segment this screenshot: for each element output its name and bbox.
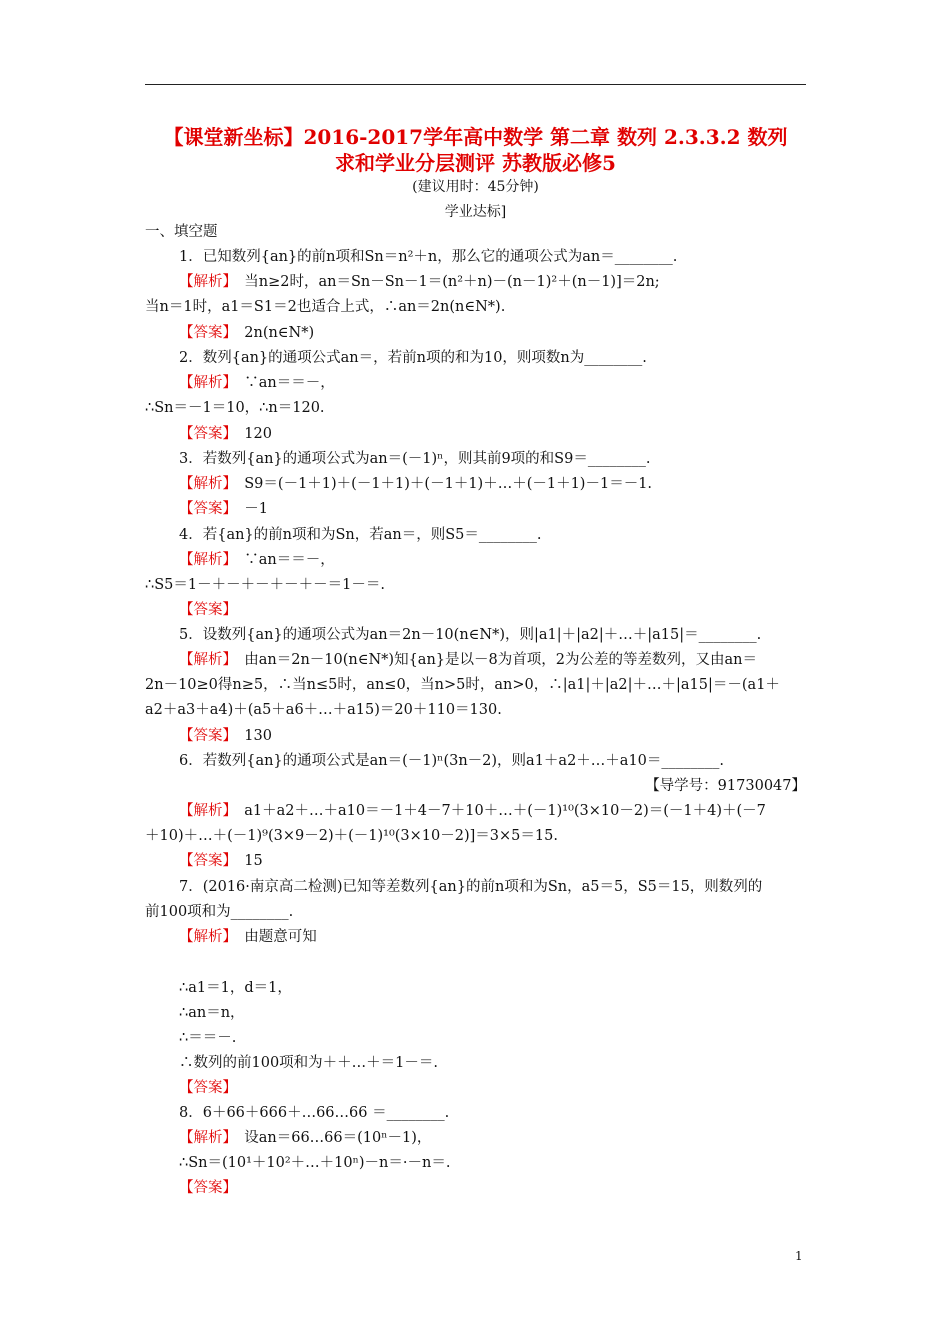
line-text: －1 (229, 501, 268, 517)
line-tag: 【答案】 (179, 728, 230, 744)
line-text: ∴Sn＝－1＝10，∴n＝120. (145, 400, 325, 416)
labeled-line (145, 1178, 840, 1198)
text-line (145, 449, 840, 469)
text-line (145, 826, 806, 846)
guide-number: 【导学号：91730047】 (645, 778, 806, 794)
labeled-line (145, 650, 840, 670)
line-tag: 【答案】 (179, 426, 230, 442)
text-line (145, 751, 840, 771)
text-line (145, 675, 806, 695)
header-rule (145, 84, 806, 85)
text-line (145, 247, 840, 267)
title-line-1: 【课堂新坐标】2016-2017学年高中数学 第二章 数列 2.3.3.2 数列 (163, 125, 788, 149)
text-line (145, 297, 806, 317)
labeled-line (145, 1078, 840, 1098)
line-text: ∵an＝＝－， (229, 552, 335, 568)
section-heading: 学业达标] (444, 204, 507, 220)
line-tag: 【解析】 (179, 652, 230, 668)
labeled-line (145, 600, 840, 620)
labeled-line (145, 550, 840, 570)
line-tag: 【解析】 (179, 803, 230, 819)
line-text: 6．若数列{an}的通项公式是an＝(－1)ⁿ(3n－2)，则a1＋a2＋…＋a10＝________. (179, 753, 725, 769)
line-text: 3．若数列{an}的通项公式为an＝(－1)ⁿ，则其前9项的和S9＝________. (179, 451, 651, 467)
labeled-line (145, 927, 840, 947)
text-line (145, 525, 840, 545)
line-tag: 【解析】 (179, 476, 230, 492)
text-line (145, 877, 840, 897)
line-text: 7．(2016·南京高二检测)已知等差数列{an}的前n项和为Sn，a5＝5，S5＝15，则数列的 (179, 879, 763, 895)
line-tag: 【解析】 (179, 552, 230, 568)
text-line (145, 398, 806, 418)
text-line (145, 1053, 840, 1073)
line-tag: 【解析】 (179, 375, 230, 391)
line-tag: 【答案】 (179, 602, 237, 618)
line-text: ∴数列的前100项和为＋＋…＋＝1－＝. (179, 1055, 439, 1071)
text-line (145, 222, 806, 242)
line-text: S9＝(－1＋1)＋(－1＋1)＋(－1＋1)＋…＋(－1＋1)－1＝－1. (229, 476, 653, 492)
line-text: 2．数列{an}的通项公式an＝，若前n项的和为10，则项数n为________. (179, 350, 647, 366)
line-text: 2n(n∈N*) (229, 325, 315, 341)
text-line (145, 902, 806, 922)
labeled-line (145, 272, 840, 292)
suggested-time: (建议用时：45分钟) (412, 179, 539, 195)
line-text: ∵an＝＝－， (229, 375, 335, 391)
line-text: 130 (229, 728, 272, 744)
line-text: ∴an＝n， (179, 1005, 245, 1021)
line-text: a2＋a3＋a4)＋(a5＋a6＋…＋a15)＝20＋110＝130. (145, 702, 502, 718)
line-text: 2n－10≥0得n≥5，∴当n≤5时，an≤0，当n>5时，an>0，∴|a1|＋|a2|＋…＋|a15|＝－(a1＋ (145, 677, 780, 693)
text-line (145, 1003, 840, 1023)
line-text: 当n≥2时，an＝Sn－Sn－1＝(n²＋n)－(n－1)²＋(n－1)]＝2n; (229, 274, 660, 290)
line-text: 设an＝66…66＝(10ⁿ－1)， (229, 1130, 432, 1146)
labeled-line (145, 1128, 840, 1148)
text-line (145, 1103, 840, 1123)
line-tag: 【答案】 (179, 1080, 237, 1096)
line-text: 前100项和为________. (145, 904, 294, 920)
labeled-line (145, 424, 840, 444)
line-tag: 【答案】 (179, 853, 230, 869)
labeled-line (145, 499, 840, 519)
labeled-line (145, 851, 840, 871)
text-line (145, 625, 840, 645)
line-text: 15 (229, 853, 263, 869)
line-text: ∴Sn＝(10¹＋10²＋…＋10ⁿ)－n＝·－n＝. (179, 1155, 451, 1171)
line-text: ＋10)＋…＋(－1)⁹(3×9－2)＋(－1)¹⁰(3×10－2)]＝3×5＝15. (145, 828, 558, 844)
page-number: 1 (795, 1249, 803, 1263)
line-text: 4．若{an}的前n项和为Sn，若an＝，则S5＝________. (179, 527, 542, 543)
line-text: ∴＝＝－. (179, 1030, 237, 1046)
line-text: 120 (229, 426, 272, 442)
line-text: ∴a1＝1，d＝1， (179, 980, 292, 996)
labeled-line (145, 474, 840, 494)
line-tag: 【解析】 (179, 929, 230, 945)
line-text: 5．设数列{an}的通项公式为an＝2n－10(n∈N*)，则|a1|＋|a2|＋…＋|a15|＝________. (179, 627, 762, 643)
labeled-line (145, 323, 840, 343)
text-line (145, 700, 806, 720)
line-text: 一、填空题 (145, 224, 218, 240)
text-line (145, 348, 840, 368)
line-text: ∴S5＝1－＋－＋－＋－＋－＝1－＝. (145, 577, 385, 593)
line-text: 1．已知数列{an}的前n项和Sn＝n²＋n，那么它的通项公式为an＝________. (179, 249, 678, 265)
line-text: a1＋a2＋…＋a10＝－1＋4－7＋10＋…＋(－1)¹⁰(3×10－2)＝(－1＋4)＋(－7 (229, 803, 766, 819)
text-line (145, 575, 806, 595)
line-text: 8．6＋66＋666＋…66…66 ＝________. (179, 1105, 450, 1121)
text-line (145, 978, 840, 998)
line-tag: 【答案】 (179, 501, 230, 517)
text-line (145, 1028, 840, 1048)
line-text: 由题意可知 (229, 929, 317, 945)
labeled-line (145, 726, 840, 746)
line-tag: 【答案】 (179, 325, 230, 341)
line-tag: 【解析】 (179, 1130, 230, 1146)
document-title (145, 124, 806, 176)
text-line (145, 1153, 840, 1173)
line-text: 当n＝1时，a1＝S1＝2也适合上式，∴an＝2n(n∈N*). (145, 299, 506, 315)
labeled-line (145, 801, 840, 821)
title-line-2: 求和学业分层测评 苏教版必修5 (335, 151, 616, 175)
line-text: 由an＝2n－10(n∈N*)知{an}是以－8为首项，2为公差的等差数列，又由an＝ (229, 652, 757, 668)
line-tag: 【答案】 (179, 1180, 237, 1196)
labeled-line (145, 373, 840, 393)
line-tag: 【解析】 (179, 274, 230, 290)
